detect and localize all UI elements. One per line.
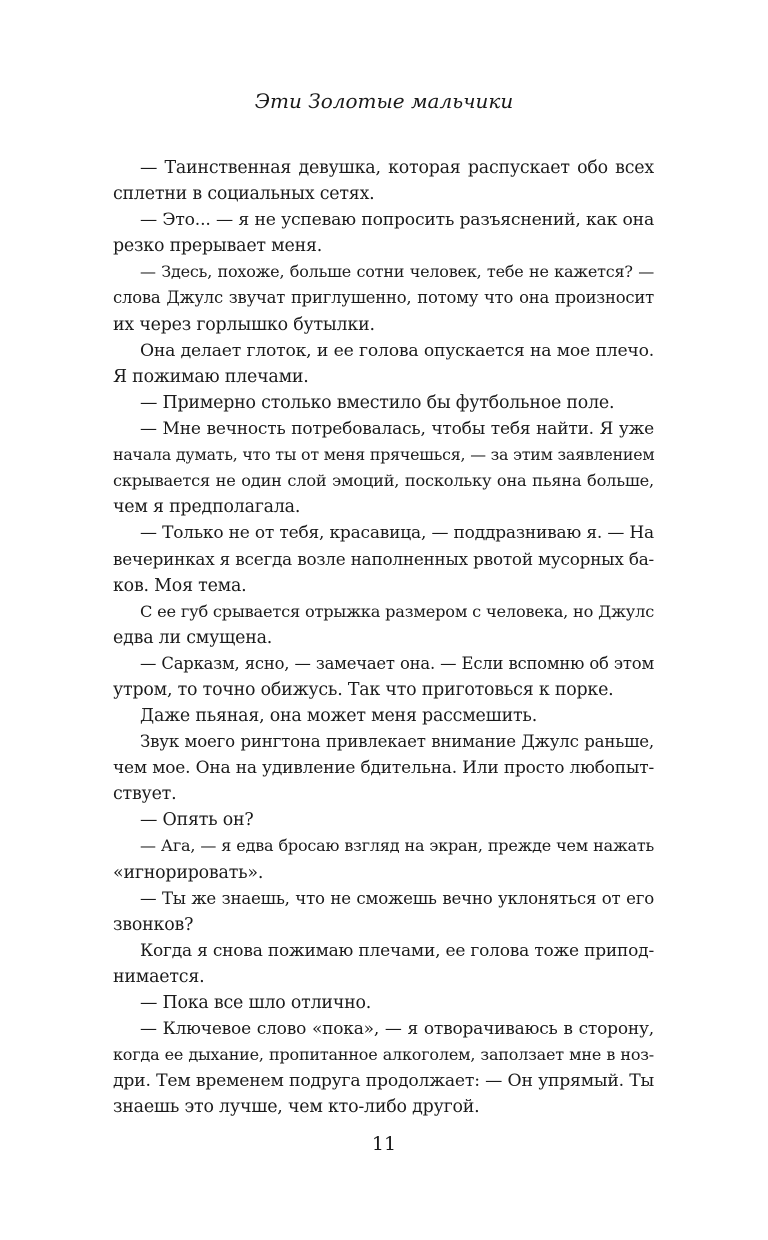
text-line: — Пока все шло отлично. bbox=[140, 993, 372, 1013]
text-line: ствует. bbox=[113, 784, 177, 805]
text-line: знаешь это лучше, чем кто-либо другой. bbox=[113, 1097, 480, 1118]
text-line: вечеринках я всегда возле наполненных рвотой мусорных ба- bbox=[113, 549, 654, 570]
text-line: утром, то точно обижусь. Так что приготовься к порке. bbox=[113, 679, 614, 700]
text-line: дри. Тем временем подруга продолжает: — Он упрямый. Ты bbox=[113, 1071, 654, 1092]
text-line: скрывается не один слой эмоций, поскольку она пьяна больше, bbox=[113, 471, 654, 491]
text-line: Даже пьяная, она может меня рассмешить. bbox=[140, 705, 538, 726]
text-line: ков. Моя тема. bbox=[113, 575, 247, 596]
text-line: резко прерывает меня. bbox=[113, 236, 323, 257]
text-line: — Опять он? bbox=[140, 810, 254, 831]
body-text bbox=[113, 155, 654, 1120]
text-line: Когда я снова пожимаю плечами, ее голова тоже припод- bbox=[140, 940, 654, 961]
text-line: чем мое. Она на удивление бдительна. Или просто любопыт- bbox=[113, 758, 654, 779]
text-line: начала думать, что ты от меня прячешься, — за этим заявлением bbox=[113, 445, 655, 465]
text-line: нимается. bbox=[113, 966, 205, 987]
text-line: Она делает глоток, и ее голова опускается на мое плечо. bbox=[140, 340, 654, 361]
text-line: — Таинственная девушка, которая распускает обо всех bbox=[140, 158, 654, 178]
text-line: — Сарказм, ясно, — замечает она. — Если вспомню об этом bbox=[140, 653, 654, 673]
text-line: когда ее дыхание, пропитанное алкоголем, заползает мне в ноз- bbox=[113, 1045, 654, 1065]
text-line: — Это... — я не успеваю попросить разъяснений, как она bbox=[140, 210, 654, 231]
text-line: чем я предполагала. bbox=[113, 497, 301, 518]
page-number: 11 bbox=[371, 1133, 397, 1155]
text-line: — Примерно столько вместило бы футбольное поле. bbox=[140, 392, 615, 413]
text-line: «игнорировать». bbox=[113, 862, 264, 883]
text-line: — Здесь, похоже, больше сотни человек, тебе не кажется? — bbox=[140, 262, 654, 282]
text-line: звонков? bbox=[113, 914, 194, 935]
text-line: сплетни в социальных сетях. bbox=[113, 184, 375, 205]
text-line: С ее губ срывается отрыжка размером с человека, но Джулс bbox=[140, 601, 655, 621]
text-line: едва ли смущена. bbox=[113, 627, 273, 648]
text-line: Звук моего рингтона привлекает внимание Джулс раньше, bbox=[140, 732, 654, 752]
text-line: — Ты же знаешь, что не сможешь вечно уклоняться от его bbox=[140, 888, 654, 908]
text-line: — Мне вечность потребовалась, чтобы тебя найти. Я уже bbox=[140, 418, 654, 439]
text-line: Я пожимаю плечами. bbox=[113, 366, 309, 387]
running-head: Эти Золотые мальчики bbox=[254, 89, 514, 113]
text-line: их через горлышко бутылки. bbox=[113, 314, 375, 335]
text-line: — Ага, — я едва бросаю взгляд на экран, прежде чем нажать bbox=[140, 836, 654, 856]
text-line: — Только не от тебя, красавица, — поддразниваю я. — На bbox=[140, 523, 654, 544]
text-line: — Ключевое слово «пока», — я отворачиваюсь в сторону, bbox=[140, 1019, 654, 1040]
text-line: слова Джулс звучат приглушенно, потому что она произносит bbox=[113, 288, 654, 308]
